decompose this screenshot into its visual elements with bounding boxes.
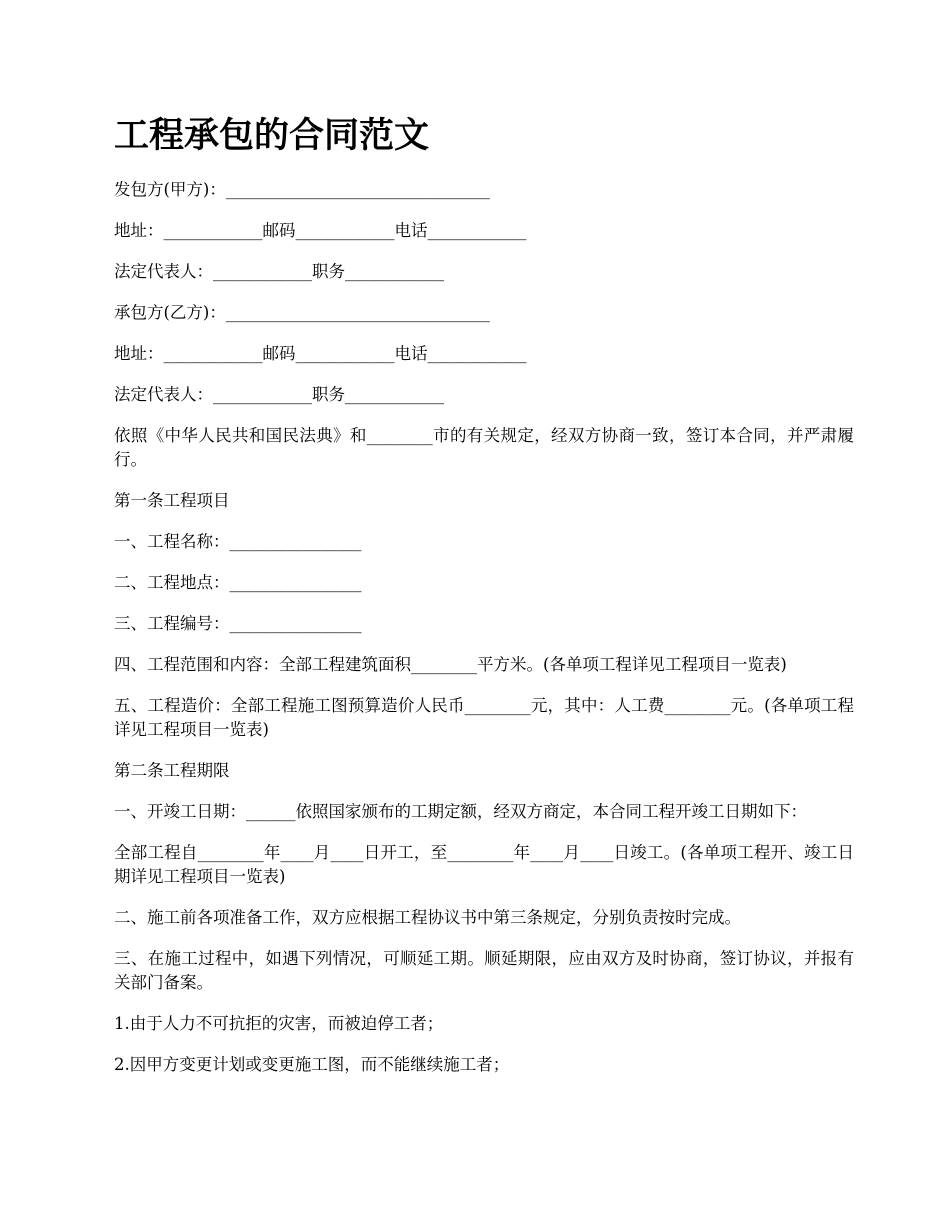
document-page [114,112,854,1094]
party-a-address-line: 地址：____________邮码____________电话____________ [114,221,527,240]
preparation-work-paragraph: 二、施工前各项准备工作，双方应根据工程协议书中第三条规定，分别负责按时完成。 [114,908,741,927]
party-b-address-line: 地址：____________邮码____________电话____________ [114,344,527,363]
project-cost-paragraph: 五、工程造价：全部工程施工图预算造价人民币________元，其中：人工费________元。(各单项工程详见工程项目一览表) [114,696,854,739]
party-a-name-line: 发包方(甲方)：________________________________ [114,180,490,199]
preamble-paragraph: 依照《中华人民共和国民法典》和________市的有关规定，经双方协商一致，签订本合同，并严肃履行。 [114,426,854,469]
project-scope-paragraph: 四、工程范围和内容：全部工程建筑面积________平方米。(各单项工程详见工程项目一览表) [114,655,787,674]
extension-item-1: 1.由于人力不可抗拒的灾害，而被迫停工者； [114,1014,444,1033]
extension-conditions-paragraph: 三、在施工过程中，如遇下列情况，可顺延工期。顺延期限，应由双方及时协商，签订协议，并报有关部门备案。 [114,949,854,992]
project-number-line: 三、工程编号：________________ [114,614,362,633]
schedule-dates-paragraph: 全部工程自________年____月____日开工，至________年____月____日竣工。(各单项工程开、竣工日期详见工程项目一览表) [114,843,854,886]
document-title: 工程承包的合同范文 [114,116,430,156]
party-b-representative-line: 法定代表人：____________职务____________ [114,385,444,404]
party-a-representative-line: 法定代表人：____________职务____________ [114,262,444,281]
project-location-line: 二、工程地点：________________ [114,573,362,592]
start-completion-date-paragraph: 一、开竣工日期：______依照国家颁布的工期定额，经双方商定，本合同工程开竣工日期如下： [114,802,807,821]
party-b-name-line: 承包方(乙方)：________________________________ [114,303,490,322]
article-1-heading: 第一条工程项目 [114,491,230,510]
extension-item-2: 2.因甲方变更计划或变更施工图，而不能继续施工者； [114,1055,510,1074]
project-name-line: 一、工程名称：________________ [114,532,362,551]
article-2-heading: 第二条工程期限 [114,761,230,780]
